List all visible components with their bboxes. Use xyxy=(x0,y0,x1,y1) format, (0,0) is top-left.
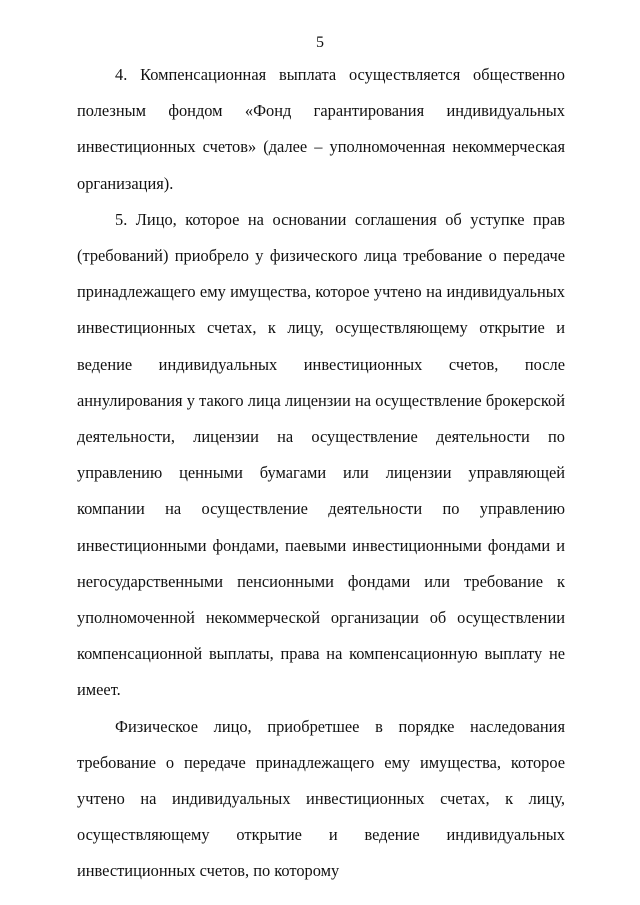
paragraph-inheritance: Физическое лицо, приобретшее в порядке наследования требование о передаче принадлежащего ему имущества, которое учтено на индивидуальных инвестиционных счетах, к лицу, осуществляющему открытие и ведение индивидуальных инвестиционных счетов, по которому xyxy=(77,716,565,881)
document-body xyxy=(77,57,565,890)
page-number: 5 xyxy=(316,34,324,51)
paragraph-item-4: 4. Компенсационная выплата осуществляется общественно полезным фондом «Фонд гарантирования индивидуальных инвестиционных счетов» (далее – уполномоченная некоммерческая организация). xyxy=(77,65,565,193)
paragraph-item-5: 5. Лицо, которое на основании соглашения об уступке прав (требований) приобрело у физического лица требование о передаче принадлежащего ему имущества, которое учтено на индивидуальных инвестиционных счетах, к лицу, осуществляющему открытие и ведение индивидуальных инвестиционных счетов, после аннулирования у такого лица лицензии на осуществление брокерской деятельности, лицензии на осуществление деятельности по управлению ценными бумагами или лицензии управляющей компании на осуществление деятельности по управлению инвестиционными фондами, паевыми инвестиционными фондами и негосударственными пенсионными фондами или требование к уполномоченной некоммерческой организации об осуществлении компенсационной выплаты, права на компенсационную выплату не имеет. xyxy=(77,209,565,700)
